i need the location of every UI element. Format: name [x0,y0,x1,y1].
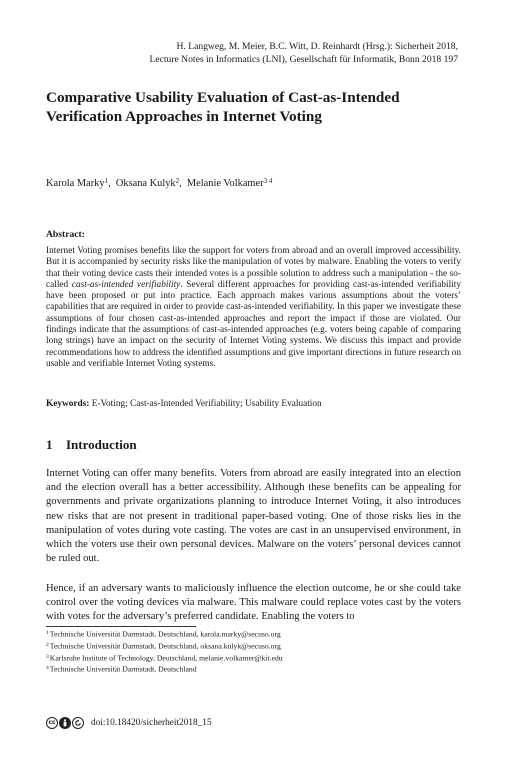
footnote [46,663,461,675]
share-alike-icon [72,717,84,729]
abstract-text: Internet Voting promises benefits like the support for voters from abroad and an overall improved accessibility. But it is accompanied by security risks like the manipulation of votes by malware. Enabling the voters to verify that their voting device casts their intended votes is a possible solution to address such a manipulation - the so-called [46,246,461,290]
keywords-text: E-Voting; Cast-as-Intended Verifiability; Usability Evaluation [91,399,322,409]
author-affiliation-mark: 2 [175,177,180,185]
footnote-text: Karlsruhe Institute of Technology, Deutschland, melanie.volkamer@kit.edu [49,653,283,663]
footnote [46,640,461,652]
header-line-2: Lecture Notes in Informatics (LNI), Gesellschaft für Informatik, Bonn 2018 197 [149,54,458,65]
section-number: 1 [46,437,53,452]
doi-link[interactable]: doi:10.18420/sicherheit2018_15 [91,718,212,728]
body-paragraph: Internet Voting can offer many benefits. Voters from abroad are easily integrated into an election and the election overall has a better accessibility. Although these benefits can be appealing for governments and private organizations planning to introduce Internet Voting, it also introduces new risks that are not present in traditional paper-based voting. One of those risks lies in the manipulation of votes during vote casting. The votes are cast in an unsupervised environment, in which the voters use their own personal devices. Malware on the voters’ personal devices cannot be ruled out. [46,468,461,565]
author-name: Melanie Volkamer [186,178,264,189]
footnote-text: Technische Universität Darmstadt, Deutschland, karola.marky@secuso.org [49,629,281,639]
author-name: Karola Marky [46,178,105,189]
abstract-body [46,246,461,370]
section-heading [46,437,461,453]
keywords-label: Keywords: [46,399,90,409]
paper-title: Comparative Usability Evaluation of Cast-as-Intended Verification Approaches in Internet Voting [46,89,400,125]
footnote-text: Technische Universität Darmstadt, Deutschland [49,664,197,674]
abstract-heading: Abstract: [46,229,85,240]
abstract-emphasis: cast-as-intended verifiability [71,279,181,290]
header-line-1: H. Langweg, M. Meier, B.C. Witt, D. Reinhardt (Hrsg.): Sicherheit 2018, [176,41,458,52]
footnote-number: 2 [46,641,49,648]
section-title: Introduction [66,437,137,452]
license-doi-row [46,716,212,730]
author-name: Oksana Kulyk [115,178,176,189]
author-list: Karola Marky$^1$, Oksana Kulyk$^2$, Melanie Volkamer$^{3 4}$ [46,177,273,189]
keywords-line [46,399,461,410]
footnote [46,652,461,664]
footnotes [46,628,461,675]
author-affiliation-mark: 3 4 [263,177,273,185]
cc-license-badge [46,717,85,729]
running-header [49,40,458,66]
creative-commons-icon: cc [46,717,58,729]
footnote [46,628,461,640]
footnote-text: Technische Universität Darmstadt, Deutschland, oksana.kulyk@secuso.org [49,641,281,651]
footnote-number: 3 [46,653,49,660]
footnote-number: 1 [46,630,49,636]
author-affiliation-mark: 1 [104,177,109,185]
footnote-rule [46,626,196,627]
attribution-icon [59,717,71,729]
footnote-number: 4 [46,665,49,672]
abstract-text: . Several different approaches for providing cast-as-intended verifiability have been proposed or put into practice. Each approach makes various assumptions about the voters’ capabilities that are required in order to provide cast-as-intended verifiability. In this paper we investigate these assumptions of four chosen cast-as-intended approaches and report the impact if those are violated. Our findings indicate that the assumptions of cast-as-intended approaches (e.g. voters being capable of comparing long strings) have an impact on the security of Internet Voting systems. We discuss this impact and provide recommendations how to address the identified assumptions and give important directions in future research on usable and verifiable Internet Voting systems. [46,279,461,369]
body-paragraph: Hence, if an adversary wants to maliciously influence the election outcome, he or she could take control over the voting devices via malware. This malware could replace votes cast by the voters with votes for the adversary’s preferred candidate. Enabling the voters to [46,583,461,623]
